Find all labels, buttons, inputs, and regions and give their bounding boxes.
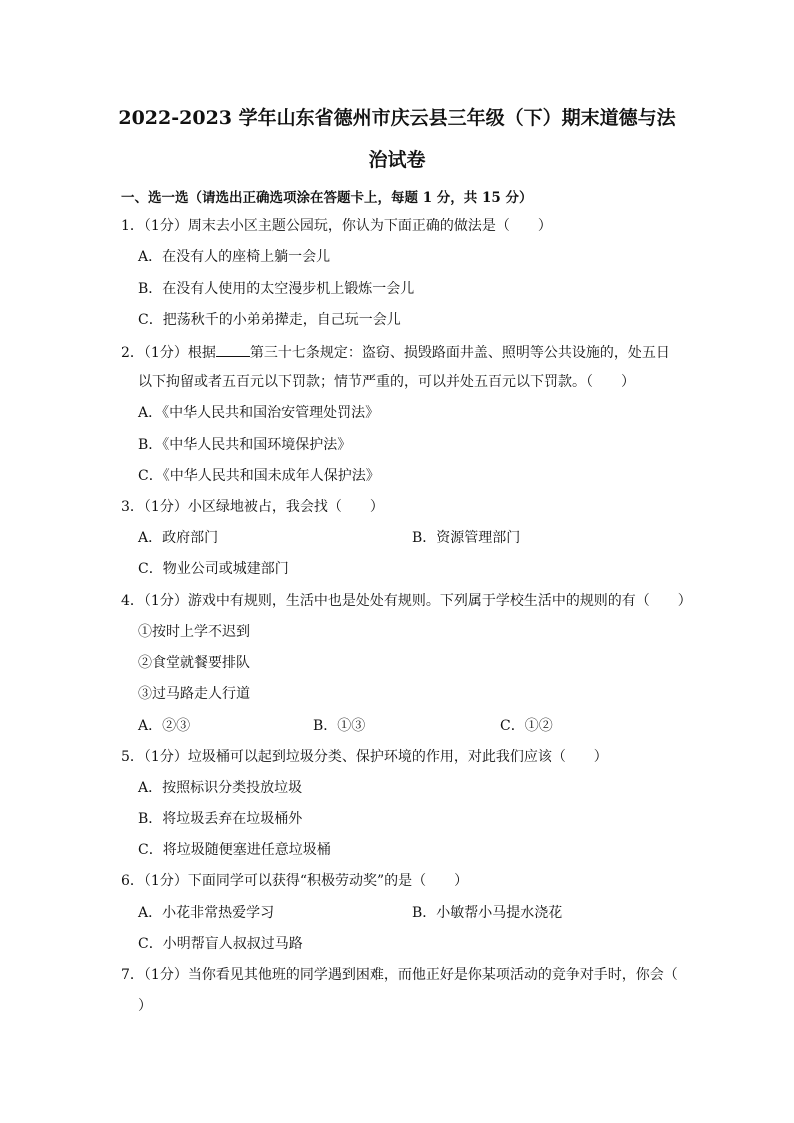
question-1-stem: 1．（1分）周末去小区主题公园玩，你认为下面正确的做法是（ ） (121, 218, 552, 234)
question-2-stem (121, 342, 670, 363)
question-3-option-c: C．物业公司或城建部门 (138, 561, 289, 577)
question-4-item-1: ①按时上学不迟到 (138, 624, 250, 640)
question-2-stem-start: 2．（1分）根据 (121, 345, 216, 361)
fill-in-blank (216, 342, 250, 357)
page-title-line2: 治试卷 (368, 149, 426, 171)
section-heading: 一、选一选（请选出正确选项涂在答题卡上，每题 1 分，共 15 分） (121, 190, 533, 206)
question-4-option-c: C．①② (500, 718, 553, 734)
question-7-stem: 7．（1分）当你看见其他班的同学遇到困难，而他正好是你某项活动的竞争对手时，你会（ (121, 967, 678, 983)
question-5-stem: 5．（1分）垃圾桶可以起到垃圾分类、保护环境的作用，对此我们应该（ ） (121, 749, 608, 765)
question-2-stem-line2: 以下拘留或者五百元以下罚款；情节严重的，可以并处五百元以下罚款。（ ） (138, 374, 635, 390)
question-2-option-b: B．《中华人民共和国环境保护法》 (138, 437, 352, 453)
question-5-option-a: A．按照标识分类投放垃圾 (138, 780, 303, 796)
question-6-option-c: C．小明帮盲人叔叔过马路 (138, 936, 303, 952)
question-2-stem-end: 第三十七条规定：盗窃、损毁路面井盖、照明等公共设施的，处五日 (249, 345, 670, 361)
question-7-stem-line2: ） (138, 998, 152, 1014)
question-6-option-b: B．小敏帮小马提水浇花 (412, 905, 563, 921)
question-2-option-a: A．《中华人民共和国治安管理处罚法》 (138, 405, 380, 421)
question-5-option-b: B．将垃圾丢弃在垃圾桶外 (138, 811, 303, 827)
question-4-option-a: A．②③ (138, 718, 191, 734)
question-3-option-b: B．资源管理部门 (412, 530, 521, 546)
question-1-option-c: C．把荡秋千的小弟弟撵走，自己玩一会儿 (138, 312, 401, 328)
question-5-option-c: C．将垃圾随便塞进任意垃圾桶 (138, 842, 331, 858)
question-3-option-a: A．政府部门 (138, 530, 219, 546)
question-4-item-2: ②食堂就餐要排队 (138, 655, 250, 671)
question-1-option-a: A．在没有人的座椅上躺一会儿 (138, 249, 331, 265)
question-4-item-3: ③过马路走人行道 (138, 686, 250, 702)
question-3-stem: 3．（1分）小区绿地被占，我会找（ ） (121, 499, 384, 515)
question-6-option-a: A．小花非常热爱学习 (138, 905, 275, 921)
page-title-line1: 2022-2023 学年山东省德州市庆云县三年级（下）期末道德与法 (118, 107, 676, 129)
question-6-stem: 6．（1分）下面同学可以获得“积极劳动奖”的是（ ） (121, 873, 469, 889)
question-4-stem: 4．（1分）游戏中有规则，生活中也是处处有规则。下列属于学校生活中的规则的有（ ） (121, 593, 692, 609)
question-4-option-b: B．①③ (313, 718, 366, 734)
question-1-option-b: B．在没有人使用的太空漫步机上锻炼一会儿 (138, 281, 415, 297)
question-2-option-c: C．《中华人民共和国未成年人保护法》 (138, 468, 380, 484)
